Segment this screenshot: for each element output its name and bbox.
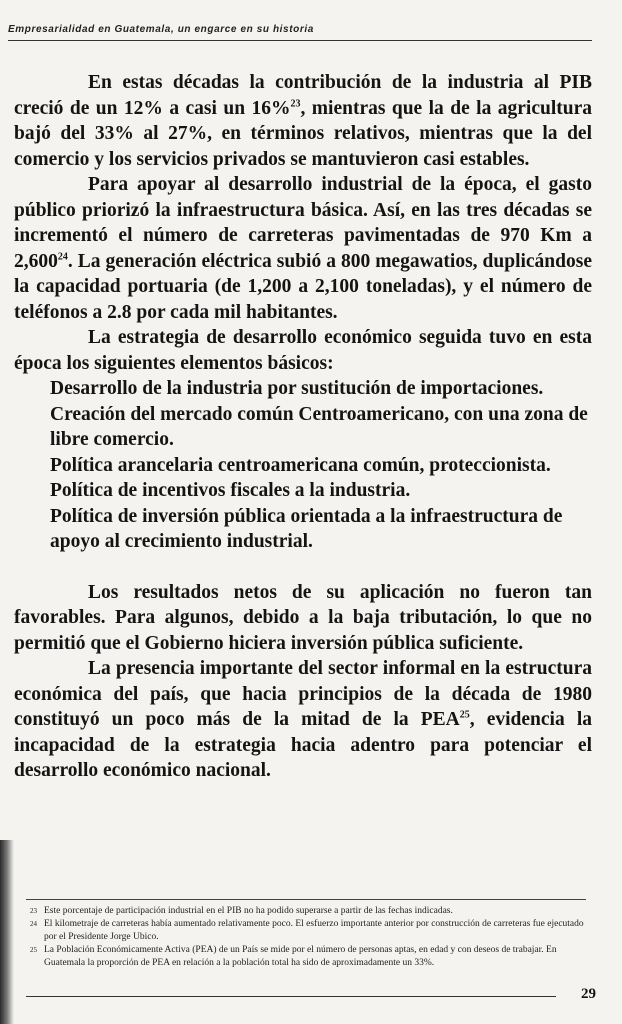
list-item: Desarrollo de la industria por sustitución de importaciones.	[50, 378, 544, 399]
footnote-rule	[26, 899, 586, 900]
footnote-ref-25: 25	[459, 709, 470, 721]
paragraph-1	[14, 70, 592, 172]
footer-rule	[26, 996, 556, 997]
paragraph-1-text-b: , mientras que la de la agricultura bajó del 33% al 27%, en términos relativos, mientras que la del comercio y los servicios privados se mantuvieron casi estables.	[14, 97, 592, 170]
body-text	[14, 70, 592, 784]
footnote-24	[30, 918, 586, 944]
paragraph-5-text-b: , evidencia la incapacidad de la estrategia hacia adentro para potenciar el desarrollo económico nacional.	[14, 709, 592, 781]
running-header: Empresarialidad en Guatemala, un engarce en su historia	[8, 24, 314, 35]
paragraph-5	[14, 656, 592, 784]
footnote-23	[30, 905, 586, 918]
footnote-number: 24	[30, 920, 37, 928]
footnote-text: La Población Económicamente Activa (PEA) de un País se mide por el número de personas aptas, en edad y con deseos de trabajar. En Guatemala la proporción de PEA en relación a la población total ha sido de aproximadamente un 33%.	[44, 945, 557, 968]
footnote-ref-24: 24	[57, 251, 68, 262]
paragraph-4: Los resultados netos de su aplicación no fueron tan favorables. Para algunos, debido a la baja tributación, lo que no permitió que el Gobierno hiciera inversión pública suficiente.	[14, 581, 592, 654]
footnotes	[30, 905, 586, 970]
paragraph-2-text-a: Para apoyar al desarrollo industrial de la época, el gasto público priorizó la infraestructura básica. Así, en las tres décadas se incrementó el número de carreteras pavimentadas de 970 Km a 2,600	[14, 174, 592, 272]
footnote-ref-23: 23	[290, 98, 301, 109]
footnote-text: Este porcentaje de participación industrial en el PIB no ha podido superarse a partir de las fechas indicadas.	[44, 906, 453, 916]
list-item: Política de incentivos fiscales a la industria.	[50, 480, 411, 501]
paragraph-5-text-a: La presencia importante del sector informal en la estructura económica del país, que hacia principios de la década de 1980 constituyó un poco más de la mitad de la PEA	[14, 658, 592, 730]
footnote-text: El kilometraje de carreteras había aumentado relativamente poco. El esfuerzo importante anterior por construcción de carreteras fue ejecutado por el Presidente Jorge Ubico.	[44, 919, 584, 942]
page-number: 29	[581, 986, 596, 1002]
paragraph-1-text-a: En estas décadas la contribución de la industria al PIB creció de un 12% a casi un 16%	[14, 72, 592, 119]
footnote-25	[30, 944, 586, 970]
list-item: Política de inversión pública orientada a la infraestructura de apoyo al crecimiento industrial.	[50, 505, 563, 552]
header-rule	[8, 40, 592, 41]
list-item: Política arancelaria centroamericana común, proteccionista.	[50, 454, 551, 476]
list-item: Creación del mercado común Centroamericano, con una zona de libre comercio.	[50, 403, 588, 450]
paragraph-2-text-b: . La generación eléctrica subió a 800 megawatios, duplicándose la capacidad portuaria (de 1,200 a 2,100 toneladas), y el número de teléfonos a 2.8 por cada mil habitantes.	[14, 250, 592, 323]
footnote-number: 25	[30, 946, 37, 954]
paragraph-3: La estrategia de desarrollo económico seguida tuvo en esta época los siguientes elementos básicos:	[14, 327, 592, 374]
paragraph-2	[14, 172, 592, 325]
footnote-number: 23	[30, 907, 37, 915]
strategy-list	[50, 376, 592, 555]
book-spine-shadow	[0, 840, 14, 1024]
